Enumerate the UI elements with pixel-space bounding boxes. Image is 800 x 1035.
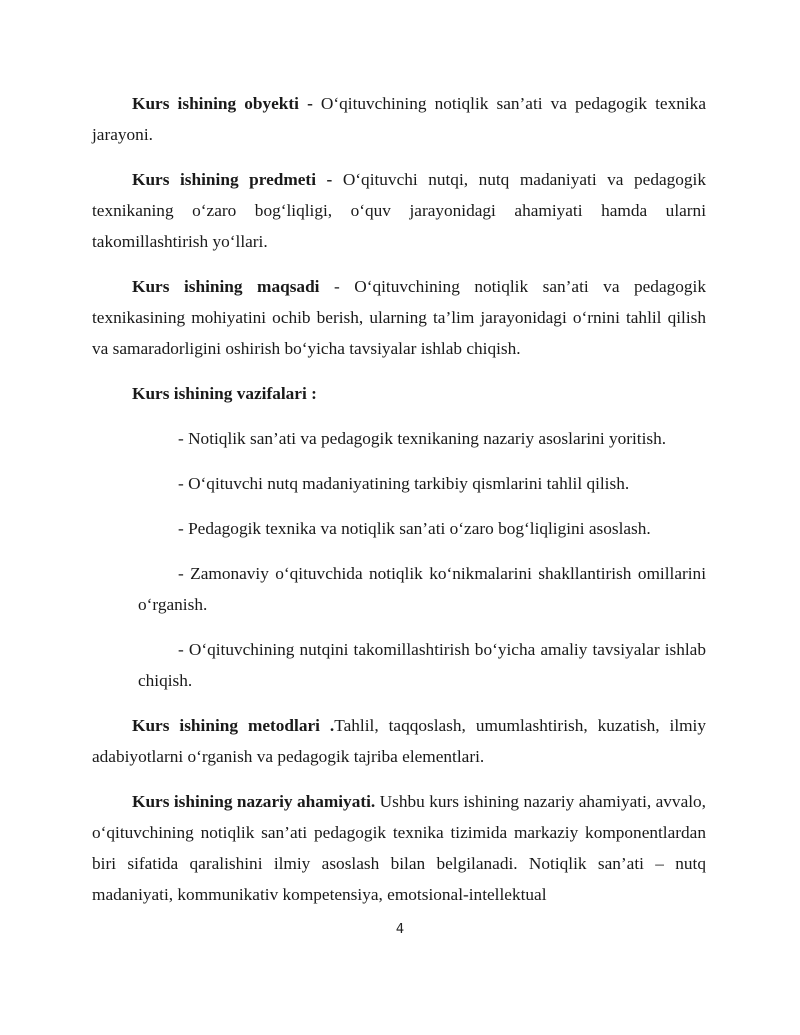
document-page (92, 88, 706, 924)
text-methods: Tahlil, taqqoslash, umumlashtirish, kuzatish, ilmiy adabiyotlarni o‘rganish va pedagogik tajriba elementlari. (92, 716, 706, 766)
task-item: - O‘qituvchi nutq madaniyatining tarkibiy qismlarini tahlil qilish. (178, 474, 630, 493)
text-subject: O‘qituvchi nutqi, nutq madaniyati va pedagogik texnikaning o‘zaro bog‘liqligi, o‘quv jarayonidagi ahamiyati hamda ularni takomillashtirish yo‘llari. (92, 170, 706, 251)
task-item: - Notiqlik san’ati va pedagogik texnikaning nazariy asoslarini yoritish. (178, 429, 667, 448)
text-object: O‘qituvchining notiqlik san’ati va pedagogik texnika jarayoni. (92, 94, 706, 144)
heading-theory: Kurs ishining nazariy ahamiyati. (132, 792, 376, 811)
paragraph-object (92, 88, 706, 150)
heading-goal: Kurs ishining maqsadi (132, 277, 320, 296)
heading-methods: Kurs ishining metodlari . (132, 716, 335, 735)
task-item: - O‘qituvchining nutqini takomillashtirish bo‘yicha amaliy tavsiyalar ishlab chiqish. (138, 640, 706, 690)
heading-tasks: Kurs ishining vazifalari : (132, 384, 317, 403)
paragraph-tasks (92, 378, 706, 409)
paragraph-goal (92, 271, 706, 364)
task-item: - Zamonaviy o‘qituvchida notiqlik ko‘nikmalarini shakllantirish omillarini o‘rganish. (138, 564, 706, 614)
text-theory: Ushbu kurs ishining nazariy ahamiyati, avvalo, o‘qituvchining notiqlik san’ati pedagogik texnika tizimida markaziy komponentlardan biri sifatida qaralishini ilmiy asoslash bilan belgilanadi. Notiqlik san’ati – nutq madaniyati, kommunikativ kompetensiya, emotsional-intellektual (92, 792, 706, 904)
heading-subject: Kurs ishining predmeti - (132, 170, 333, 189)
heading-object: Kurs ishining obyekti - (132, 94, 313, 113)
text-goal: - O‘qituvchining notiqlik san’ati va pedagogik texnikasining mohiyatini ochib berish, ularning ta’lim jarayonidagi o‘rnini tahlil qilish va samaradorligini oshirish bo‘yicha tavsiyalar ishlab chiqish. (92, 277, 706, 358)
task-item: - Pedagogik texnika va notiqlik san’ati o‘zaro bog‘liqligini asoslash. (178, 519, 651, 538)
page-number: 4 (395, 922, 405, 937)
task-list (92, 423, 706, 696)
paragraph-methods (92, 710, 706, 772)
paragraph-subject (92, 164, 706, 257)
paragraph-theory (92, 786, 706, 910)
